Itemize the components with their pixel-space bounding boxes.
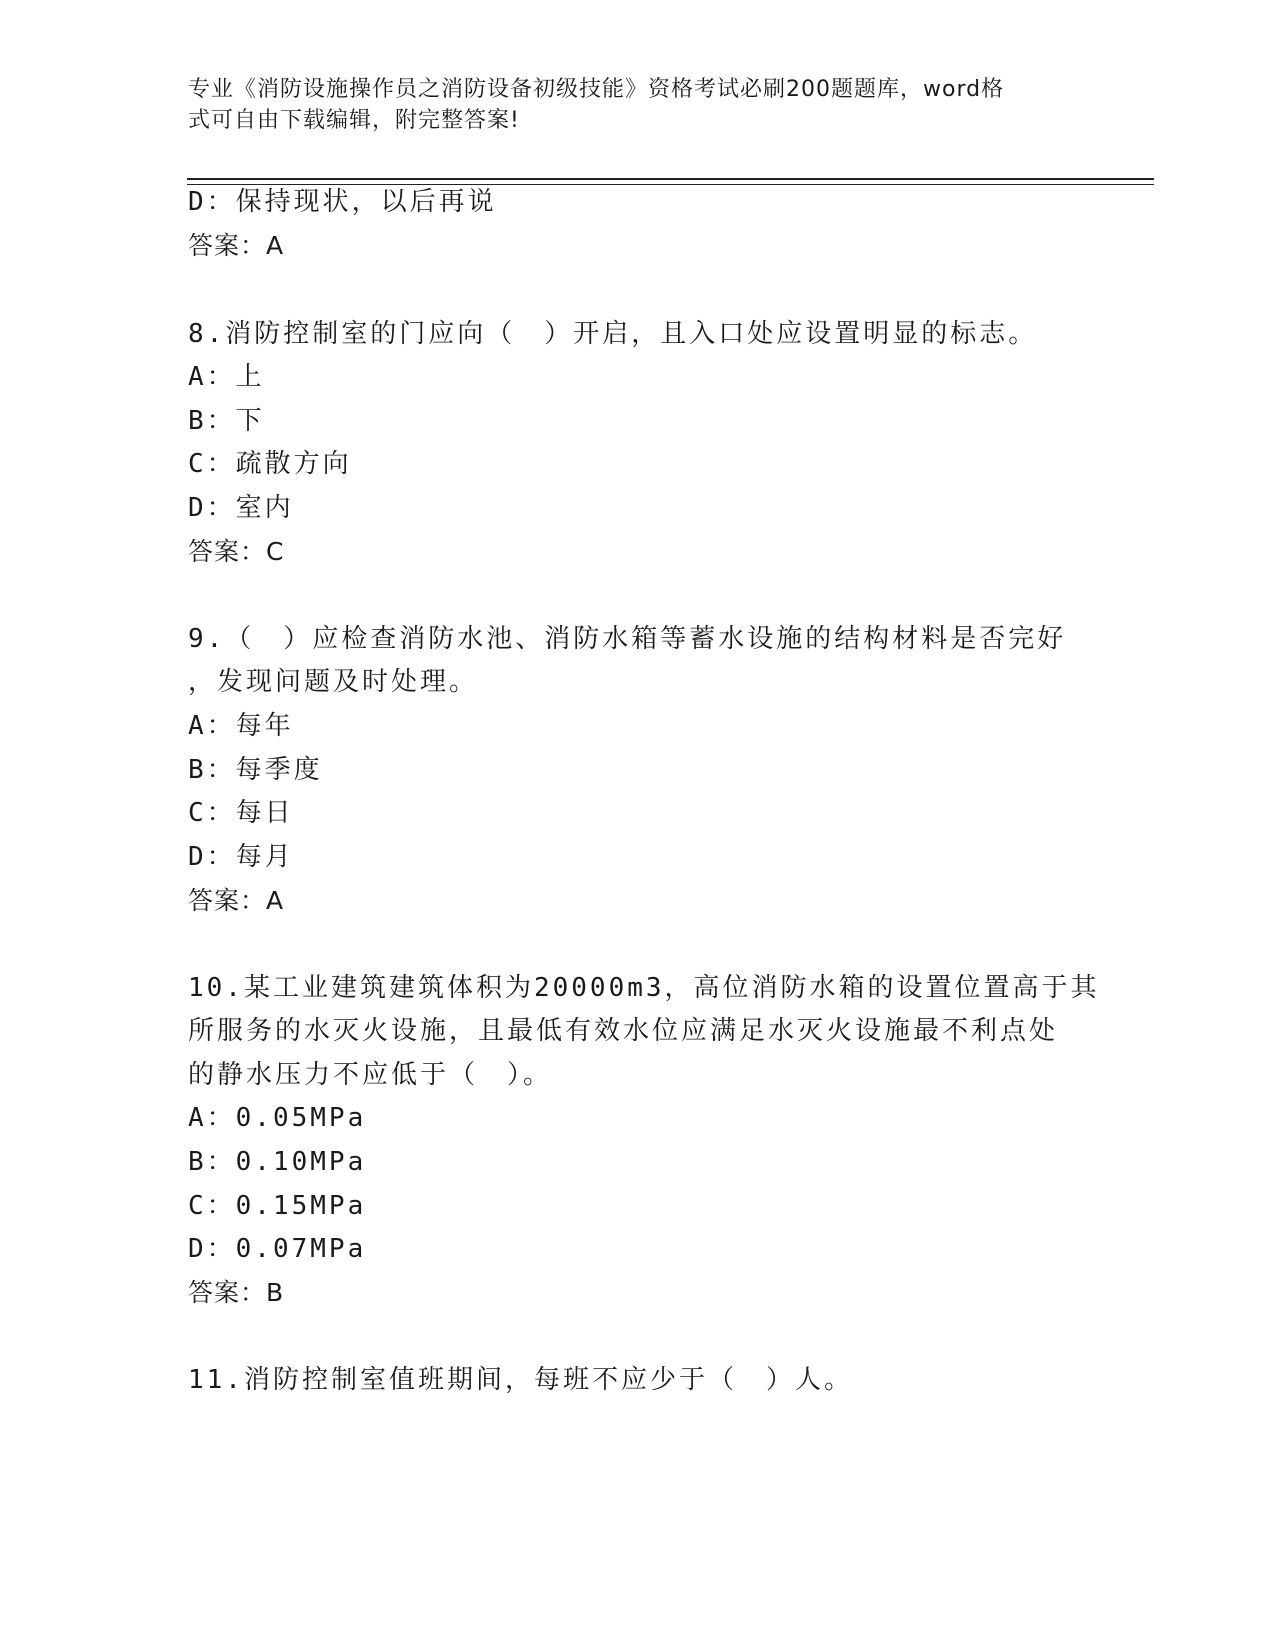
q10-answer: 答案：B bbox=[188, 1278, 285, 1307]
q10-question-line-1: 10.某工业建筑建筑体积为20000m3，高位消防水箱的设置位置高于其 bbox=[188, 973, 1100, 1003]
q9-option-b: B：每季度 bbox=[188, 755, 323, 785]
q10-option-c: C：0.15MPa bbox=[188, 1191, 367, 1221]
q8-question: 8.消防控制室的门应向（ ）开启，且入口处应设置明显的标志。 bbox=[188, 319, 1038, 349]
q8-option-a: A：上 bbox=[188, 362, 265, 392]
q9-question-line-1: 9.（ ）应检查消防水池、消防水箱等蓄水设施的结构材料是否完好 bbox=[188, 624, 1067, 654]
q9-question-line-2: ，发现问题及时处理。 bbox=[188, 667, 479, 697]
q10-option-b: B：0.10MPa bbox=[188, 1147, 367, 1177]
q8-option-b: B：下 bbox=[188, 406, 265, 436]
header-line-2: 式可自由下载编辑，附完整答案! bbox=[188, 108, 520, 133]
q9-option-c: C：每日 bbox=[188, 798, 294, 828]
document-header bbox=[188, 74, 1068, 136]
header-line-1: 专业《消防设施操作员之消防设备初级技能》资格考试必刷200题题库，word格 bbox=[188, 77, 1005, 102]
q10-question-line-3: 的静水压力不应低于（ ）。 bbox=[188, 1060, 553, 1090]
q9-option-a: A：每年 bbox=[188, 711, 294, 741]
q10-question-line-2: 所服务的水灭火设施，且最低有效水位应满足水灭火设施最不利点处 bbox=[188, 1016, 1059, 1046]
prev-option-d: D：保持现状，以后再说 bbox=[188, 187, 497, 217]
q9-option-d: D：每月 bbox=[188, 842, 294, 872]
q8-option-c: C：疏散方向 bbox=[188, 449, 352, 479]
q10-option-d: D：0.07MPa bbox=[188, 1234, 367, 1264]
prev-answer: 答案：A bbox=[188, 231, 285, 260]
q8-answer: 答案：C bbox=[188, 537, 285, 566]
q10-option-a: A：0.05MPa bbox=[188, 1103, 367, 1133]
header-divider-thin bbox=[187, 184, 1154, 185]
q9-answer: 答案：A bbox=[188, 886, 285, 915]
q8-option-d: D：室内 bbox=[188, 493, 294, 523]
q11-question: 11.消防控制室值班期间，每班不应少于（ ）人。 bbox=[188, 1365, 853, 1395]
header-divider-thick bbox=[187, 178, 1154, 180]
